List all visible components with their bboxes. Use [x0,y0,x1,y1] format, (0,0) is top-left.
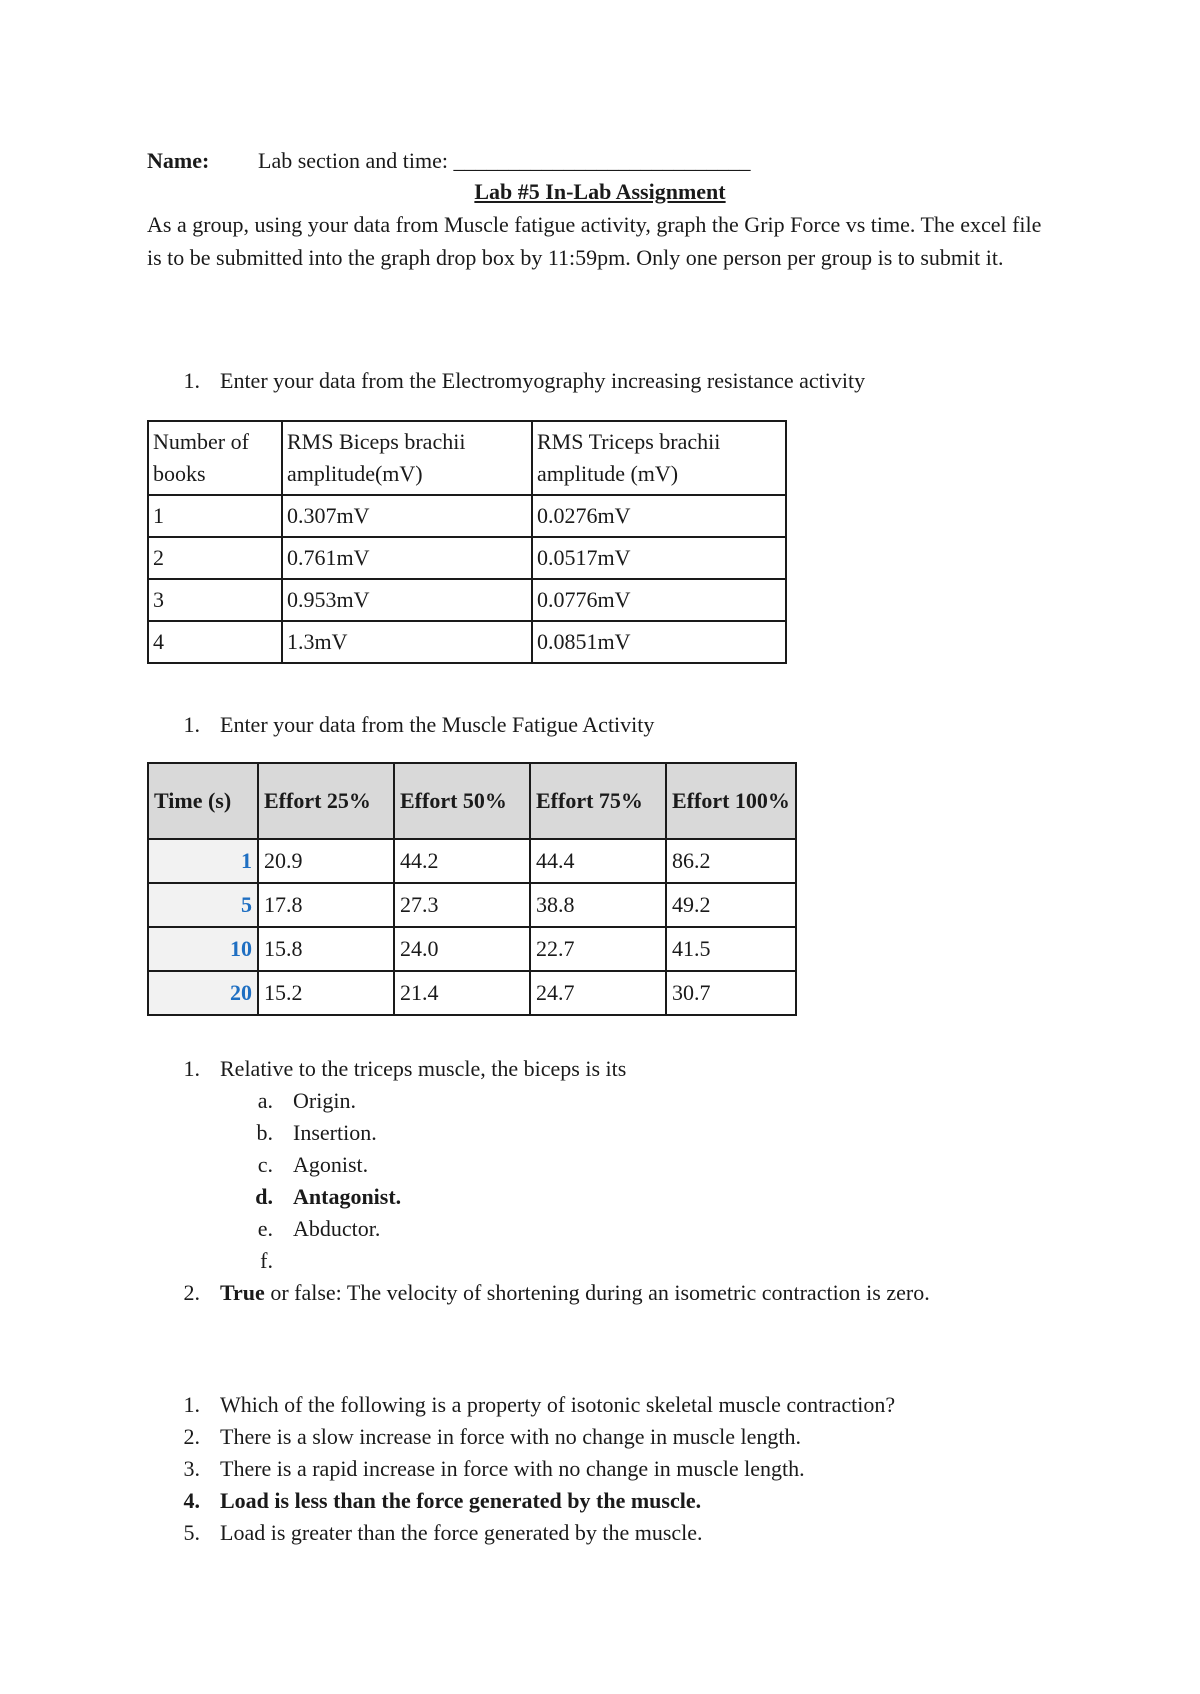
table-cell: 21.4 [394,971,530,1015]
table-header-cell: RMS Triceps brachii amplitude (mV) [532,421,786,495]
list-number: 5. [183,1520,200,1545]
table-header-cell: RMS Biceps brachii amplitude(mV) [282,421,532,495]
table-row [148,621,786,663]
table-cell: 0.0517mV [532,537,786,579]
table-row [148,927,796,971]
section1-number: 1. [183,368,200,393]
table-header-cell: Number of books [148,421,282,495]
table-cell: 17.8 [258,883,394,927]
option-letter: e. [257,1216,273,1241]
option-letter: c. [257,1152,273,1177]
list-item-answer: Load is less than the force generated by the muscle. [220,1488,702,1513]
table-cell: 0.953mV [282,579,532,621]
list-item: There is a slow increase in force with no change in muscle length. [220,1424,801,1449]
option-text: Origin. [293,1088,356,1113]
table-cell: 44.4 [530,839,666,883]
table-cell: 0.0851mV [532,621,786,663]
table-cell: 20 [148,971,258,1015]
option-text: Abductor. [293,1216,381,1241]
table-cell: 1 [148,495,282,537]
table-row [148,579,786,621]
list-number: 1. [183,1392,200,1417]
emg-table [147,420,787,664]
table-cell: 5 [148,883,258,927]
table-cell: 20.9 [258,839,394,883]
table-header-cell: Effort 25% [258,763,394,839]
table-cell: 0.0276mV [532,495,786,537]
list-item: Which of the following is a property of isotonic skeletal muscle contraction? [220,1392,896,1417]
question2-answer: True [220,1280,265,1305]
table-row [148,537,786,579]
table-header-cell: Effort 50% [394,763,530,839]
table-cell: 27.3 [394,883,530,927]
option-letter: a. [257,1088,273,1113]
section1-text: Enter your data from the Electromyography increasing resistance activity [220,368,866,393]
section2-number: 1. [183,712,200,737]
table-cell: 1 [148,839,258,883]
table-cell: 3 [148,579,282,621]
table-row [148,839,796,883]
page-title: Lab #5 In-Lab Assignment [474,179,726,204]
table-cell: 49.2 [666,883,796,927]
table-cell: 0.0776mV [532,579,786,621]
table-cell: 15.8 [258,927,394,971]
table-cell: 38.8 [530,883,666,927]
table-cell: 30.7 [666,971,796,1015]
table-cell: 86.2 [666,839,796,883]
list-item: Load is greater than the force generated by the muscle. [220,1520,703,1545]
list-number: 2. [183,1424,200,1449]
intro-paragraph: As a group, using your data from Muscle fatigue activity, graph the Grip Force vs time. The excel file is to be submitted into the graph drop box by 11:59pm. Only one person per group is to submit it. [147,212,1042,270]
question1-text: Relative to the triceps muscle, the biceps is its [220,1056,627,1081]
option-text-answer: Antagonist. [293,1184,402,1209]
table-header-cell: Effort 75% [530,763,666,839]
name-label: Name: [147,148,210,173]
table-cell: 0.761mV [282,537,532,579]
table-row [148,495,786,537]
table-row [148,971,796,1015]
table-header-cell: Effort 100% [666,763,796,839]
option-letter: d. [255,1184,273,1209]
table-cell: 41.5 [666,927,796,971]
fatigue-table [147,762,797,1016]
table-cell: 4 [148,621,282,663]
option-letter: b. [256,1120,273,1145]
table-cell: 1.3mV [282,621,532,663]
option-letter: f. [260,1248,273,1273]
table-cell: 22.7 [530,927,666,971]
table-cell: 2 [148,537,282,579]
list-number: 4. [183,1488,200,1513]
option-text: Insertion. [293,1120,377,1145]
question2-rest: or false: The velocity of shortening during an isometric contraction is zero. [264,1280,930,1305]
section2-text: Enter your data from the Muscle Fatigue Activity [220,712,655,737]
option-text: Agonist. [293,1152,369,1177]
table-header-cell: Time (s) [148,763,258,839]
table-cell: 0.307mV [282,495,532,537]
table-cell: 44.2 [394,839,530,883]
table-header-row [148,421,786,495]
question2-number: 2. [183,1280,200,1305]
table-cell: 10 [148,927,258,971]
question1-number: 1. [183,1056,200,1081]
question2-text [220,1280,930,1306]
table-cell: 24.7 [530,971,666,1015]
list-number: 3. [183,1456,200,1481]
table-cell: 24.0 [394,927,530,971]
lab-section-field: Lab section and time: ___________________________ [258,148,751,173]
list-item: There is a rapid increase in force with no change in muscle length. [220,1456,805,1481]
table-row [148,883,796,927]
table-header-row [148,763,796,839]
table-cell: 15.2 [258,971,394,1015]
